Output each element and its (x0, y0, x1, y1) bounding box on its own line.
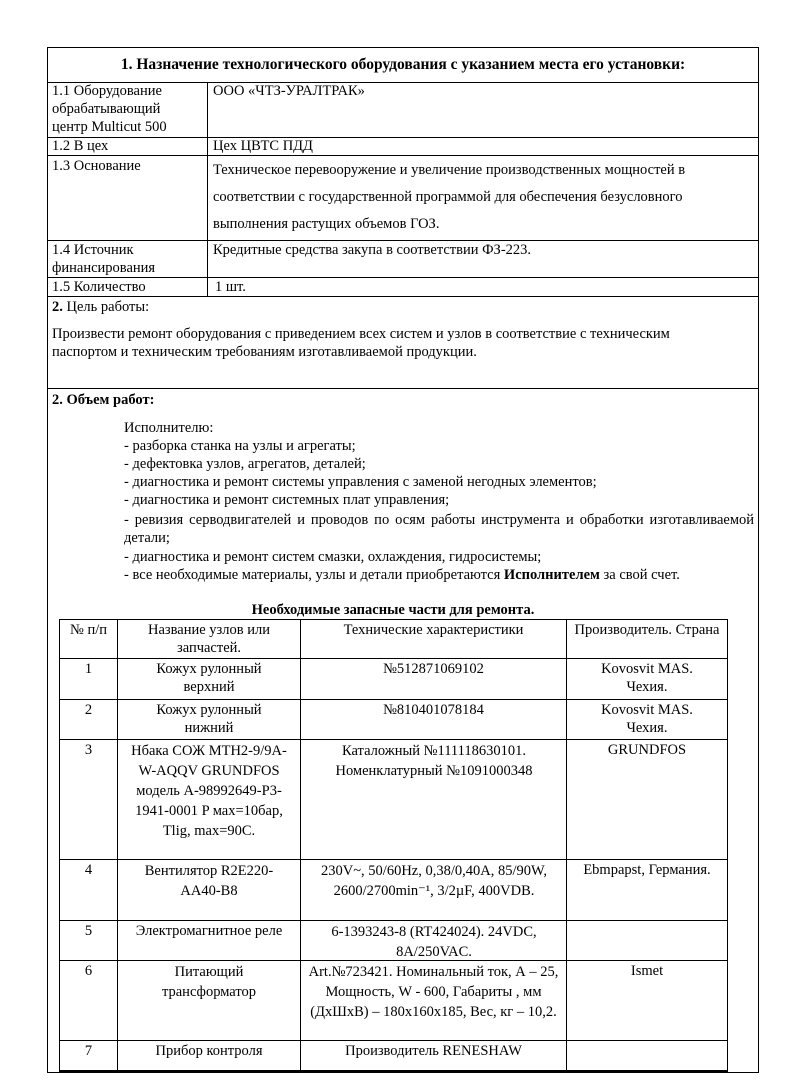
table-cell-spec: Производитель RENESHAW (345, 1043, 522, 1059)
divider (47, 155, 759, 156)
work-item: - диагностика и ремонт системных плат управления; (124, 492, 450, 508)
row-1-4-label: 1.4 Источник финансирования (52, 242, 156, 276)
table-cell-num: 1 (84, 661, 93, 677)
header-name: Название узлов или запчастей. (148, 622, 270, 656)
table-cell-name: Нбака СОЖ MTH2-9/9A-W-AQQV GRUNDFOS модель A-98992649-P3-1941-0001 P мах=10бар, Tlig, max=90C. (131, 743, 287, 839)
table-cell-num: 7 (84, 1043, 93, 1059)
divider (47, 388, 759, 389)
table-cell-spec: 6-1393243-8 (RT424024). 24VDC, 8A/250VAC. (331, 924, 537, 960)
section2-heading: 2. Цель работы: (52, 299, 150, 315)
work-item: - все необходимые материалы, узлы и детали приобретаются Исполнителем за свой счет. (124, 567, 680, 583)
section3-intro: Исполнителю: (124, 420, 214, 436)
row-1-1-label: 1.1 Оборудование обрабатывающий центр Multicut 500 (52, 83, 167, 135)
table-cell-name: Прибор контроля (155, 1043, 263, 1059)
parts-table-title: Необходимые запасные части для ремонта. (251, 602, 535, 618)
header-spec: Технические характеристики (343, 622, 524, 638)
table-cell-maker: GRUNDFOS (607, 742, 687, 758)
row-1-1-value: ООО «ЧТЗ-УРАЛТРАК» (213, 83, 365, 99)
row-1-3-value: Техническое перевооружение и увеличение производственных мощностей в соответствии с государственной программой для обеспечения безусловного выполнения растущих объемов ГОЗ. (213, 162, 686, 232)
column-divider (207, 82, 208, 296)
table-cell-maker: Ebmpapst, Германия. (583, 862, 711, 878)
table-cell-name: Питающий трансформатор (161, 964, 257, 1000)
table-cell-name: Электромагнитное реле (135, 923, 283, 939)
table-cell-maker: Kovosvit MAS. Чехия. (601, 661, 693, 695)
header-num: № п/п (69, 622, 107, 638)
work-item: - ревизия серводвигателей и проводов по осям работы инструмента и обработки изготавливаемой детали; (124, 512, 754, 546)
table-cell-spec: 230V~, 50/60Hz, 0,38/0,40A, 85/90W, 2600/2700min⁻¹, 3/2µF, 400VDB. (320, 863, 547, 899)
section2-text: Произвести ремонт оборудования с приведением всех систем и узлов в соответствие с техническим паспортом и техническим требованиям изготавливаемой продукции. (52, 326, 670, 360)
section3-title: 2. Объем работ: (52, 392, 155, 408)
row-1-4-value: Кредитные средства закупа в соответствии ФЗ-223. (213, 242, 532, 258)
row-1-3-label: 1.3 Основание (52, 158, 141, 174)
table-cell-num: 4 (84, 862, 93, 878)
table-cell-num: 6 (84, 963, 93, 979)
table-cell-maker: Ismet (630, 963, 664, 979)
table-cell-maker: Kovosvit MAS. Чехия. (601, 702, 693, 736)
row-1-2-value: Цех ЦВТС ПДД (213, 138, 313, 154)
table-cell-num: 2 (84, 702, 93, 718)
work-item: - диагностика и ремонт системы управления с заменой негодных элементов; (124, 474, 597, 490)
row-1-5-label: 1.5 Количество (52, 279, 146, 295)
divider (47, 296, 759, 297)
table-cell-spec: №810401078184 (383, 702, 484, 718)
document-bottom-border (47, 1072, 759, 1073)
header-maker: Производитель. Страна (574, 622, 720, 638)
work-item: - диагностика и ремонт систем смазки, охлаждения, гидросистемы; (124, 549, 542, 565)
table-cell-spec: Каталожный №111118630101. Номенклатурный №1091000348 (335, 743, 533, 779)
table-cell-num: 3 (84, 742, 93, 758)
table-cell-name: Вентилятор R2E220-AA40-B8 (144, 863, 274, 899)
row-1-2-label: 1.2 В цех (52, 138, 109, 154)
work-item: - дефектовка узлов, агрегатов, деталей; (124, 456, 366, 472)
divider (47, 277, 759, 278)
table-cell-name: Кожух рулонный нижний (156, 702, 262, 736)
parts-table (59, 619, 728, 1072)
table-cell-spec: №512871069102 (383, 661, 484, 677)
divider (47, 137, 759, 138)
table-cell-num: 5 (84, 923, 93, 939)
row-1-5-value: 1 шт. (215, 279, 246, 295)
section1-title: 1. Назначение технологического оборудования с указанием места его установки: (120, 56, 686, 73)
work-item: - разборка станка на узлы и агрегаты; (124, 438, 356, 454)
table-cell-name: Кожух рулонный верхний (156, 661, 262, 695)
table-cell-spec: Art.№723421. Номинальный ток, А – 25, Мощность, W - 600, Габариты , мм (ДхШхВ) – 180х160х185, Вес, кг – 10,2. (308, 964, 559, 1020)
